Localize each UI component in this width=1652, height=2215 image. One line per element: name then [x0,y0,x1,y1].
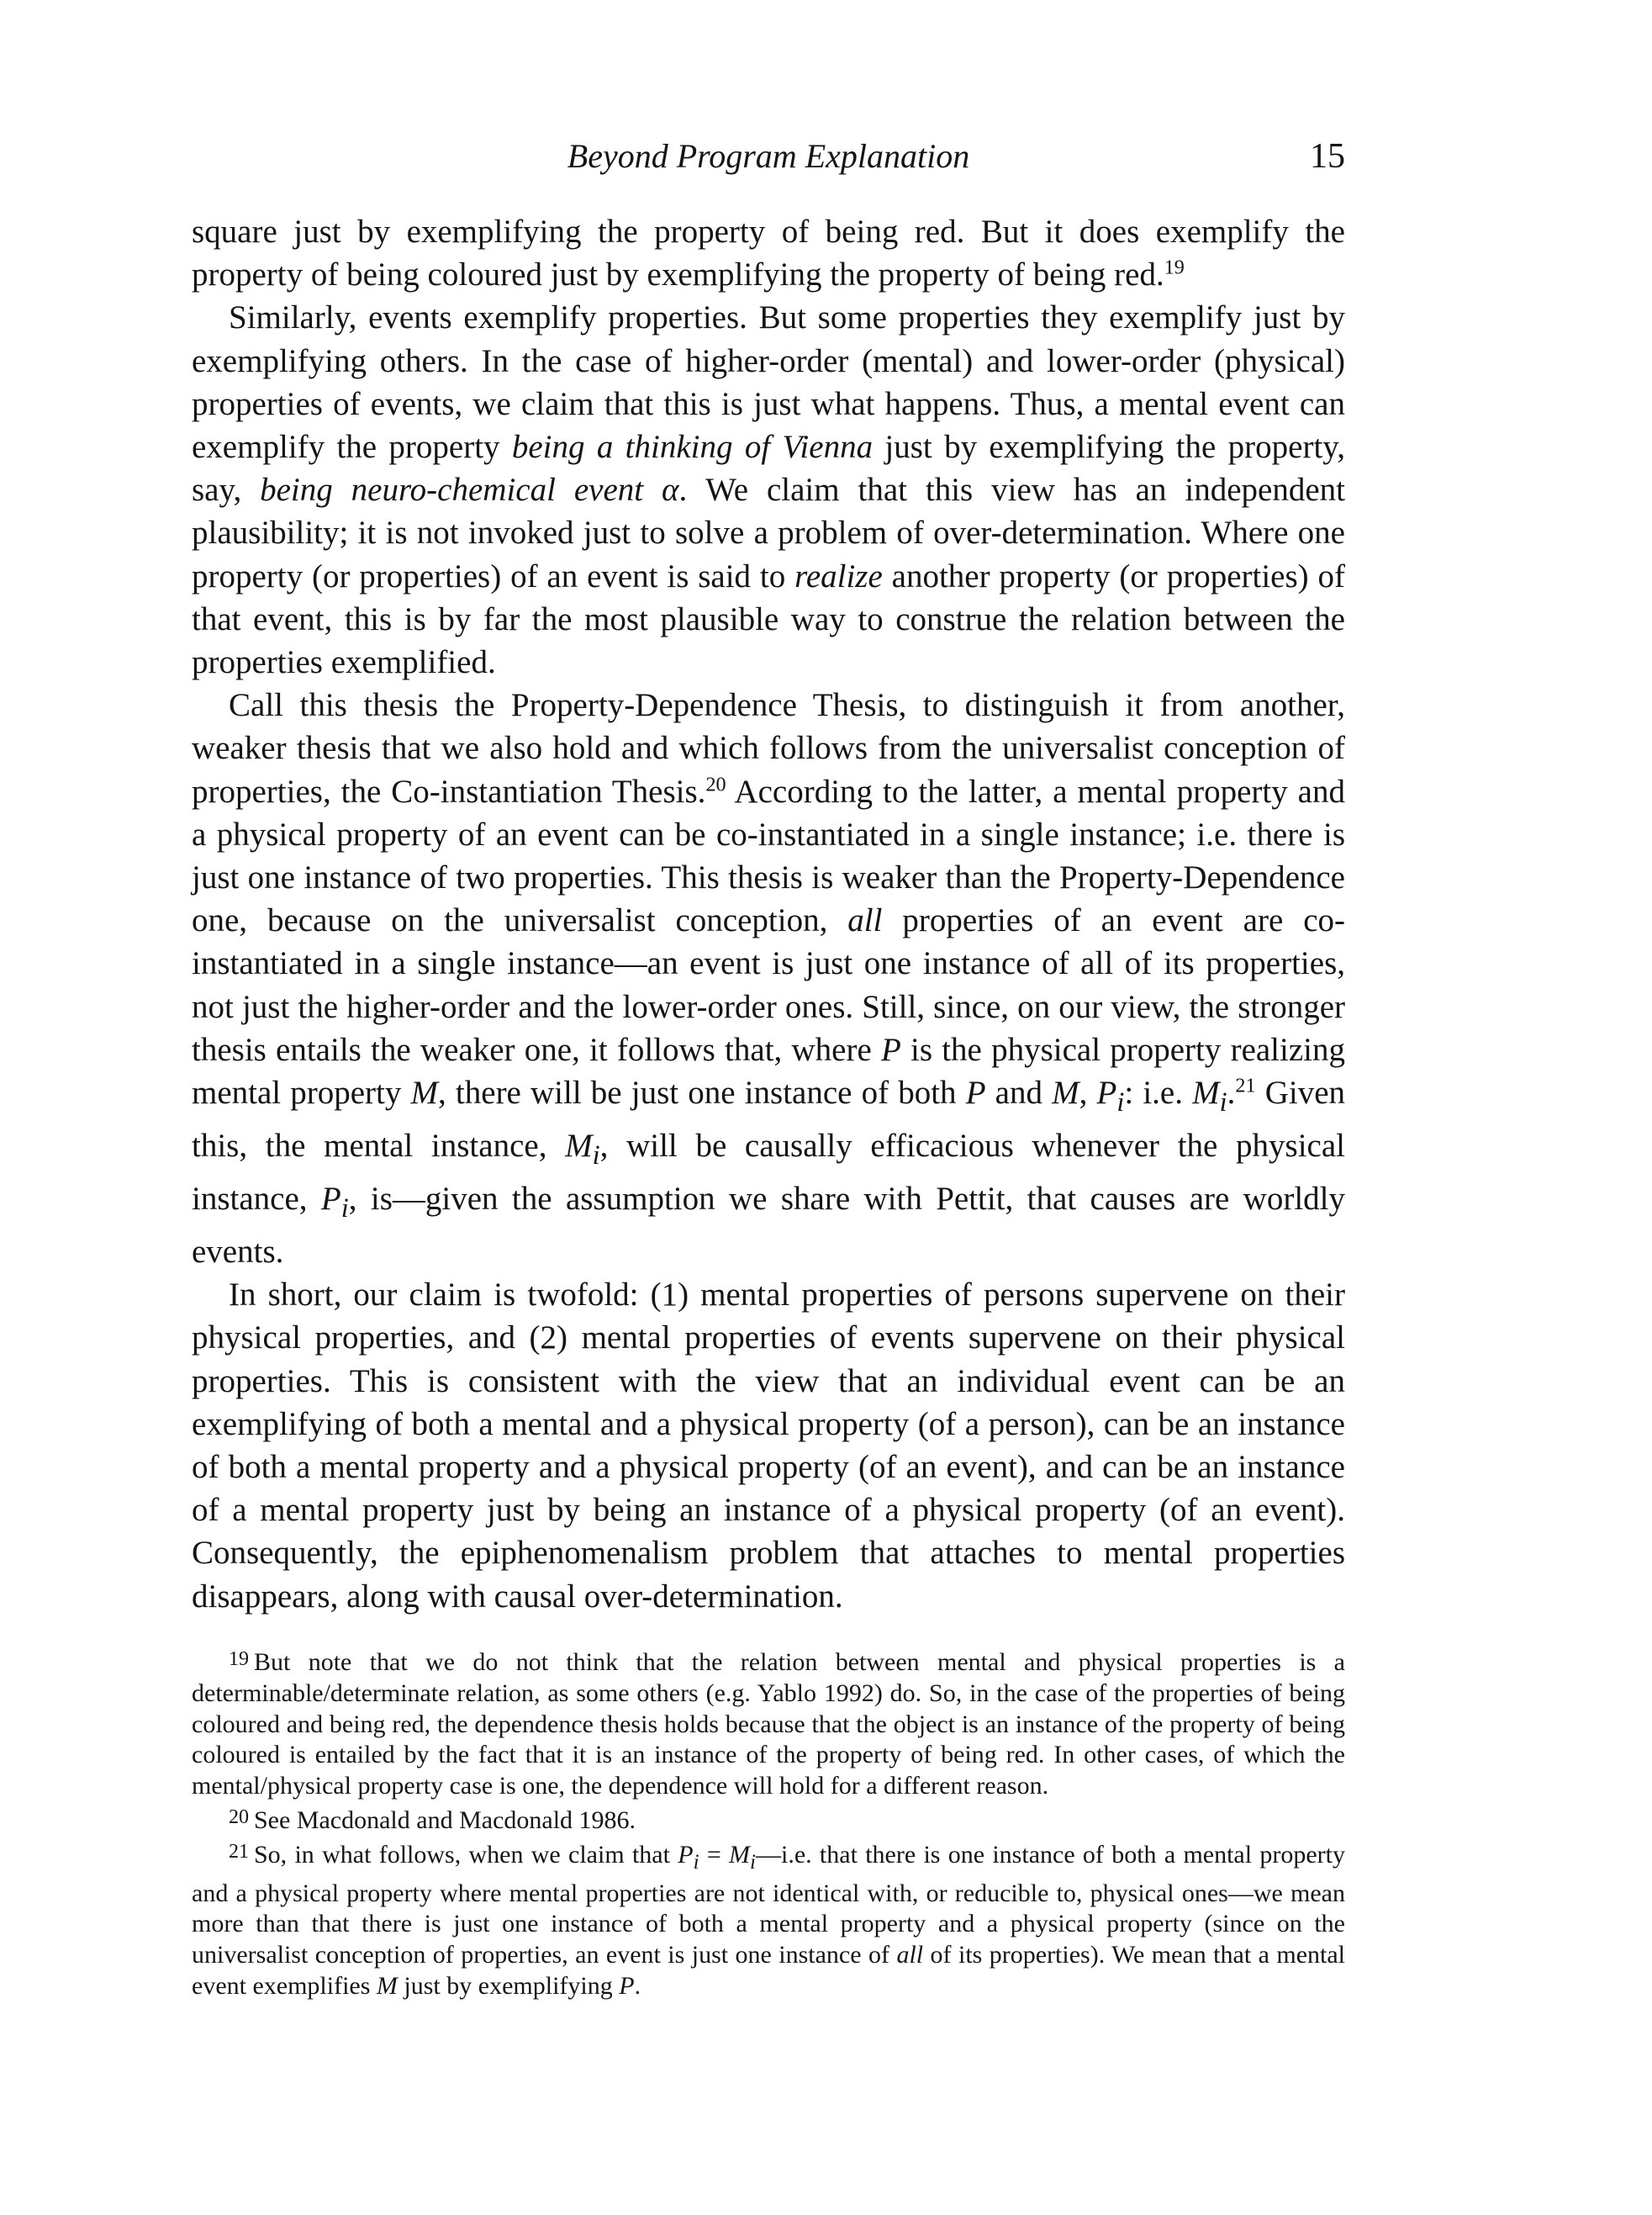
paragraph-2: Similarly, events exemplify properties. But some properties they exemplify just by exemplifying others. In the case of higher-order (mental) and lower-order (physical) properties of events, we claim that this is just what happens. Thus, a mental event can exemplify the property being a thinking of Vienna just by exemplifying the property, say, being neuro-chemical event α. We claim that this view has an independent plausibility; it is not invoked just to solve a problem of over-determination. Where one property (or properties) of an event is said to realize another property (or properties) of that event, this is by far the most plausible way to construe the relation between the properties exemplified. [192,299,1346,681]
paragraph-1: square just by exemplifying the property of being red. But it does exemplify the property of being coloured just by exemplifying the property of being red.$^{19}$ [192,214,1345,293]
paragraph-3: Call this thesis the Property-Dependence Thesis, to distinguish it from another, weaker thesis that we also hold and which follows from the universalist conception of properties, the Co-instantiation Thesis.$^{20}$ According to the latter, a mental property and a physical property of an event can be co-instantiated in a single instance; i.e. there is just one instance of two properties. This thesis is weaker than the Property-Dependence one, because on the universalist conception, all properties of an event are co-instantiated in a single instance—an event is just one instance of all of its properties, not just the higher-order and the lower-order ones. Still, since, on our view, the stronger thesis entails the weaker one, it follows that, where P is the physical property realizing mental property M, there will be just one instance of both P and M, $P_i$: i.e. $M_i.^{21}$ Given this, the mental instance, $M_i$, will be causally efficacious whenever the physical instance, $P_i$, is—given the assumption we share with Pettit, that causes are worldly events. [192,687,1346,1271]
footnote-19: $^{19}$ But note that we do not think that the relation between mental and physical properties is a determinable/determinate relation, as some others (e.g. Yablo 1992) do. So, in the case of the properties of being coloured and being red, the dependence thesis holds because that the object is an instance of the property of being coloured is entailed by the fact that it is an instance of the property of being red. In other cases, of which the mental/physical property case is one, the dependence will hold for a different reason. [192,1648,1345,1800]
main-text [192,210,1345,1618]
page-number: 15 [1310,137,1345,176]
footnote-21: $^{21}$ So, in what follows, when we claim that $P_i$ = $M_i—i.e$. that there is one instance of both a mental property and a physical property where mental properties are not identical with, or reducible to, physical ones—we mean more than that there is just one instance of both a mental property and a physical property (since on the universalist conception of properties, an event is just one instance of all of its properties). We mean that a mental event exemplifies M just by exemplifying P. [192,1840,1345,2000]
page-header [192,133,1345,183]
paragraph-4: In short, our claim is twofold: (1) mental properties of persons supervene on their physical properties, and (2) mental properties of events supervene on their physical properties. This is consistent with the view that an individual event can be an exemplifying of both a mental and a physical property (of a person), can be an instance of both a mental property and a physical property (of an event), and can be an instance of a mental property just by being an instance of a physical property (of an event). Consequently, the epiphenomenalism problem that attaches to mental properties disappears, along with causal over-determination. [192,1277,1345,1615]
footnote-ref-21[interactable]: 21 [1235,1074,1256,1097]
running-head: Beyond Program Explanation [567,137,970,175]
footnote-ref-20[interactable]: 20 [705,773,726,796]
footnotes [192,1644,1345,2002]
footnote-ref-19[interactable]: 19 [1164,256,1185,279]
footnote-20: $^{20}$ See Macdonald and Macdonald 1986. [229,1805,636,1834]
